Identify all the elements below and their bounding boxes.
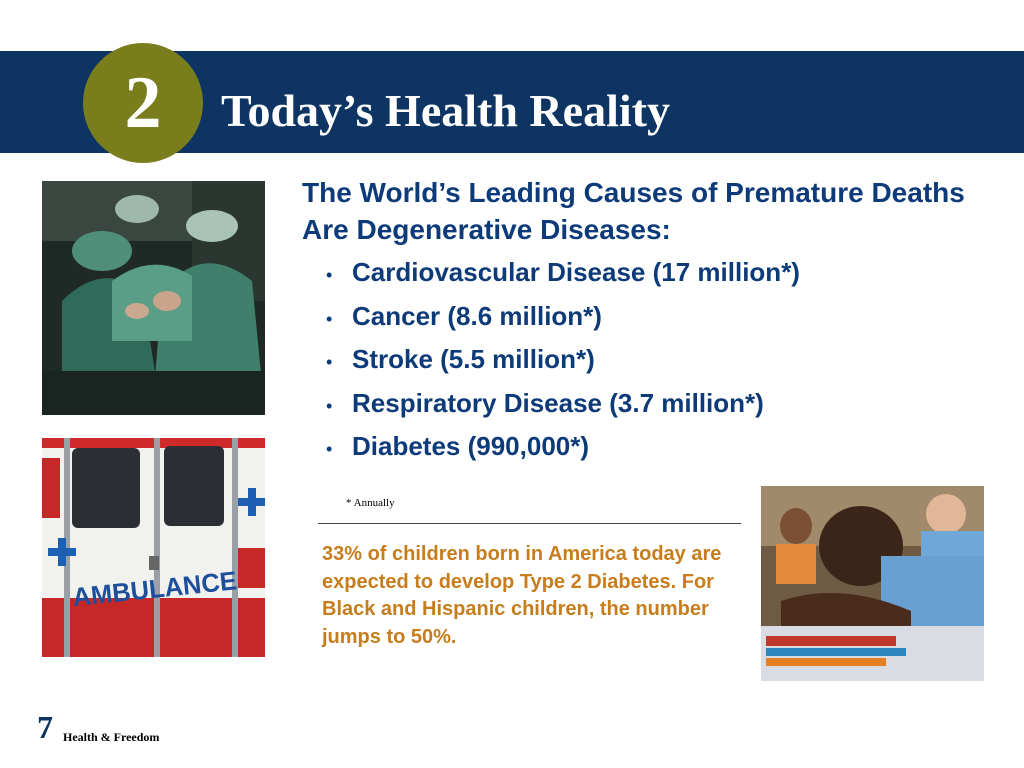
surgery-photo — [42, 181, 265, 415]
list-item — [326, 341, 800, 385]
cause-text: Diabetes (990,000*) — [352, 431, 590, 461]
footer-brand: Health & Freedom — [63, 730, 160, 744]
slide-title: Today’s Health Reality — [221, 85, 670, 136]
bullet-icon: • — [326, 265, 333, 285]
list-item — [326, 428, 800, 472]
ambulance-photo — [42, 438, 265, 657]
cause-text: Stroke (5.5 million*) — [352, 344, 595, 374]
bullet-icon: • — [326, 395, 333, 416]
bullet-icon: • — [326, 352, 333, 372]
cause-text: Respiratory Disease (3.7 million*) — [352, 387, 764, 418]
causes-list — [326, 254, 800, 472]
divider — [318, 523, 741, 524]
lead-heading: The World’s Leading Causes of Premature Deaths Are Degenerative Diseases: — [302, 177, 965, 245]
cause-text: Cancer (8.6 million*) — [352, 300, 602, 331]
section-number-badge — [83, 43, 203, 163]
page-number: 7 — [37, 709, 53, 745]
list-item — [326, 385, 800, 429]
cause-text: Cardiovascular Disease (17 million*) — [352, 257, 800, 287]
section-number: 2 — [124, 62, 162, 144]
ambulance-lettering: AMBULANCE — [70, 564, 241, 613]
bullet-icon: • — [326, 439, 333, 459]
diabetes-statistic: 33% of children born in America today are expected to develop Type 2 Diabetes. For Black and Hispanic children, the number jumps to 50%. — [322, 543, 722, 648]
child-classroom-photo — [761, 486, 984, 681]
bullet-icon: • — [326, 308, 333, 329]
list-item — [326, 298, 800, 342]
footnote: * Annually — [346, 497, 395, 509]
list-item — [326, 254, 800, 298]
